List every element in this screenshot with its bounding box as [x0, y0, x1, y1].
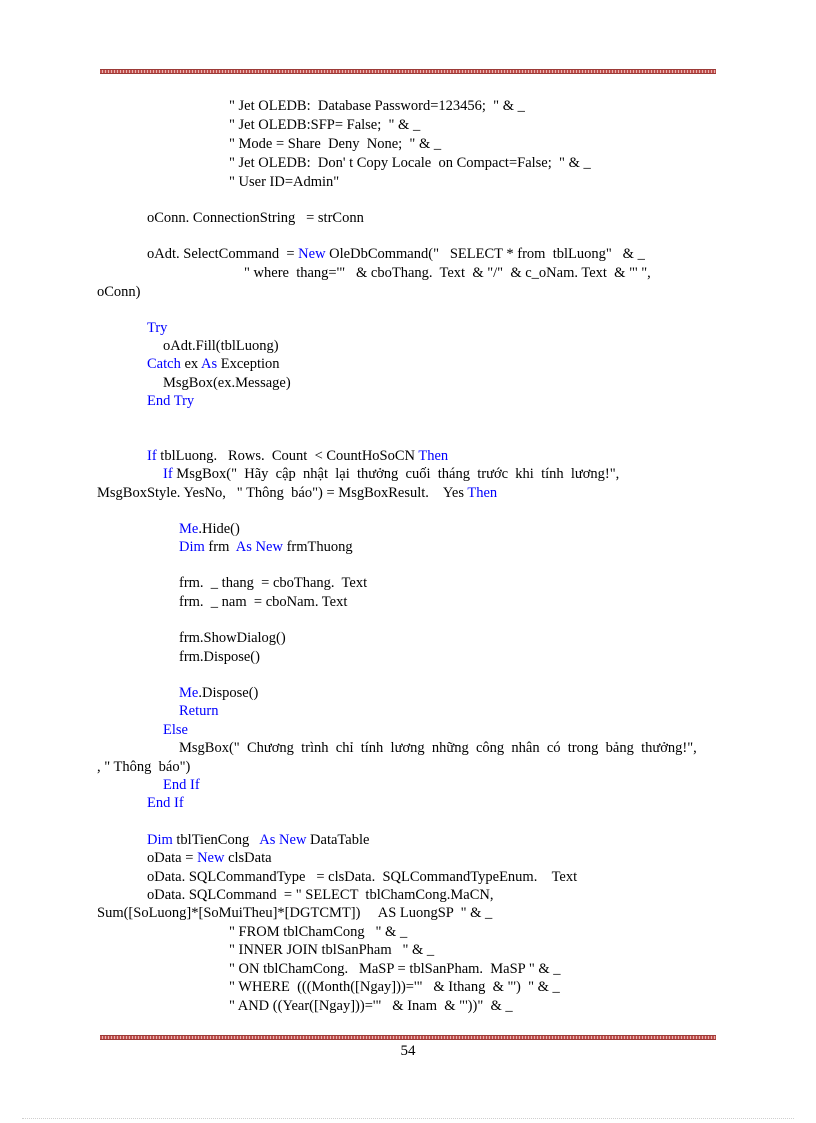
code-keyword: As — [200, 356, 218, 372]
code-text: frm.ShowDialog() — [179, 630, 286, 646]
code-keyword: End — [147, 795, 171, 811]
code-keyword: As — [235, 539, 252, 555]
code-keyword: New — [279, 832, 307, 848]
code-line — [179, 538, 353, 556]
code-line — [147, 319, 167, 337]
code-text: .Dispose() — [198, 685, 259, 701]
code-line — [147, 447, 448, 465]
code-text: oAdt.Fill(tblLuong) — [163, 338, 279, 354]
code-text: oData = — [147, 850, 198, 866]
code-keyword: If — [173, 795, 184, 811]
code-line — [163, 465, 619, 483]
code-text: oConn) — [97, 284, 141, 300]
code-line — [147, 355, 280, 373]
code-line — [147, 392, 194, 410]
code-text: OleDbCommand(" SELECT * from tblLuong" & _ — [325, 246, 645, 262]
code-keyword: New — [255, 539, 283, 555]
code-line — [229, 978, 560, 996]
code-line — [97, 484, 497, 502]
code-keyword: If — [163, 466, 173, 482]
page-edge-dotted-line — [22, 1118, 794, 1119]
code-line — [147, 868, 577, 886]
code-text: oData. SQLCommand = " SELECT tblChamCong.MaCN, — [147, 887, 494, 903]
code-keyword: End — [147, 393, 171, 409]
code-text: .Hide() — [198, 521, 240, 537]
code-line — [163, 721, 188, 739]
code-text: frm — [204, 539, 236, 555]
code-keyword: Catch — [147, 356, 181, 372]
code-text: tblLuong. Rows. Count < CountHoSoCN — [156, 448, 419, 464]
code-text: " WHERE (((Month([Ngay]))='" & Ithang & "') " & _ — [229, 979, 560, 995]
code-text: , " Thông báo") — [97, 759, 191, 775]
code-text: Sum([SoLuong]*[SoMuiTheu]*[DGTCMT]) AS LuongSP " & _ — [97, 905, 493, 921]
code-text: frm.Dispose() — [179, 649, 260, 665]
code-keyword: As — [259, 832, 276, 848]
code-keyword: Else — [163, 722, 188, 738]
code-line — [179, 574, 367, 592]
code-keyword: Try — [147, 320, 168, 336]
code-line — [147, 209, 364, 227]
page-number: 54 — [400, 1043, 416, 1059]
code-keyword: Me — [179, 521, 199, 537]
code-keyword: If — [147, 448, 157, 464]
code-line — [229, 135, 441, 153]
code-line — [163, 776, 200, 794]
code-text: frmThuong — [282, 539, 353, 555]
code-text: MsgBox(" Chương trình chỉ tính lương những công nhân có trong bảng thưởng!", — [179, 740, 697, 756]
code-line — [229, 923, 407, 941]
code-text: oConn. ConnectionString = strConn — [147, 210, 364, 226]
code-keyword: Return — [179, 703, 219, 719]
code-text: " INNER JOIN tblSanPham " & _ — [229, 942, 435, 958]
header-rule — [100, 69, 716, 74]
code-text: tblTienCong — [172, 832, 260, 848]
code-line — [179, 739, 697, 757]
code-keyword: If — [189, 777, 200, 793]
code-text: ex — [180, 356, 201, 372]
code-line — [179, 702, 218, 720]
code-line — [229, 173, 339, 191]
code-text: MsgBox(ex.Message) — [163, 375, 291, 391]
code-line — [163, 337, 279, 355]
code-line — [179, 629, 286, 647]
code-line — [147, 886, 494, 904]
code-text: " FROM tblChamCong " & _ — [229, 924, 408, 940]
code-text: frm. _ nam = cboNam. Text — [179, 594, 348, 610]
code-text: " Jet OLEDB:SFP= False; " & _ — [229, 117, 421, 133]
code-line — [97, 283, 141, 301]
code-keyword: Then — [418, 448, 449, 464]
code-line — [179, 684, 258, 702]
code-text: oAdt. SelectCommand = — [147, 246, 299, 262]
code-line — [97, 904, 492, 922]
code-line — [147, 831, 369, 849]
footer-rule — [100, 1035, 716, 1040]
code-line — [97, 758, 190, 776]
code-line — [244, 264, 651, 282]
code-text: " User ID=Admin" — [229, 174, 340, 190]
code-keyword: Then — [467, 485, 498, 501]
code-line — [147, 849, 272, 867]
code-line — [179, 648, 260, 666]
code-line — [229, 97, 525, 115]
code-line — [229, 154, 591, 172]
code-text: oData. SQLCommandType = clsData. SQLCommandTypeEnum. Text — [147, 869, 578, 885]
code-text: " ON tblChamCong. MaSP = tblSanPham. MaSP " & _ — [229, 961, 561, 977]
code-text: Exception — [217, 356, 280, 372]
code-keyword: End — [163, 777, 187, 793]
code-text: MsgBoxStyle. YesNo, " Thông báo") = MsgBoxResult. Yes — [97, 485, 468, 501]
code-keyword: Try — [173, 393, 195, 409]
code-text: " where thang='" & cboThang. Text & "/" & c_oNam. Text & "' ", — [244, 265, 651, 281]
code-line — [229, 941, 434, 959]
code-text: " Mode = Share Deny None; " & _ — [229, 136, 442, 152]
code-text: " Jet OLEDB: Database Password=123456; " & _ — [229, 98, 525, 114]
code-keyword: Me — [179, 685, 199, 701]
code-text: MsgBox(" Hãy cập nhật lại thưởng cuối tháng trước khi tính lương!", — [172, 466, 620, 482]
code-keyword: Dim — [179, 539, 205, 555]
code-text: clsData — [224, 850, 272, 866]
code-keyword: New — [197, 850, 225, 866]
code-text: " Jet OLEDB: Don' t Copy Locale on Compact=False; " & _ — [229, 155, 591, 171]
code-keyword: New — [298, 246, 326, 262]
code-line — [179, 520, 240, 538]
code-line — [147, 794, 184, 812]
code-line — [229, 997, 513, 1015]
code-line — [229, 960, 561, 978]
code-line — [163, 374, 291, 392]
code-text: " AND ((Year([Ngay]))='" & Inam & "'))" & _ — [229, 998, 513, 1014]
code-line — [229, 116, 420, 134]
code-keyword: Dim — [147, 832, 173, 848]
code-text: frm. _ thang = cboThang. Text — [179, 575, 368, 591]
code-line — [147, 245, 645, 263]
code-text: DataTable — [306, 832, 370, 848]
code-line — [179, 593, 347, 611]
